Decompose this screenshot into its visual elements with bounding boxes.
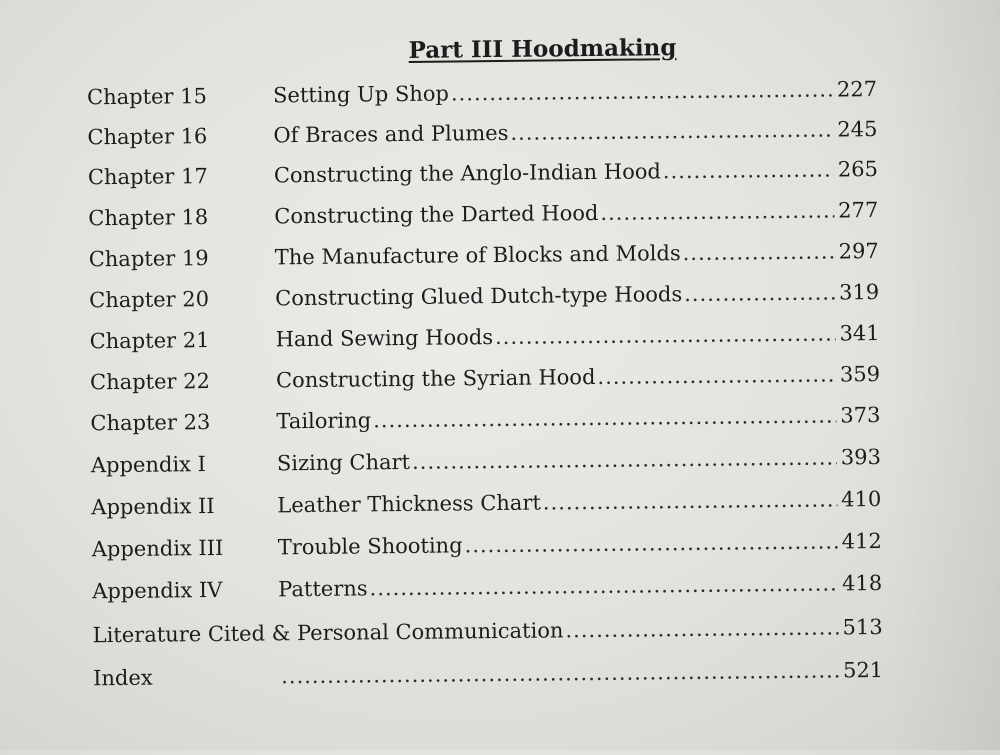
appendix-title: Patterns xyxy=(278,576,368,602)
toc-entry xyxy=(91,484,881,522)
toc-entry xyxy=(88,195,878,233)
chapter-label: Chapter 20 xyxy=(89,287,210,313)
page-number: 513 xyxy=(842,615,883,640)
dot-leader xyxy=(565,612,838,645)
dot-leader xyxy=(684,277,835,309)
appendix-label: Appendix III xyxy=(91,535,224,562)
toc-entry xyxy=(91,442,881,480)
toc-entry xyxy=(92,568,882,606)
dot-leader xyxy=(663,154,834,186)
dot-leader xyxy=(412,442,837,476)
appendix-title: Leather Thickness Chart xyxy=(277,490,541,518)
index-label: Index xyxy=(93,665,153,691)
chapter-label: Chapter 19 xyxy=(88,246,209,272)
chapter-label: Chapter 23 xyxy=(90,410,211,436)
page-number: 341 xyxy=(839,321,880,346)
chapter-label: Chapter 21 xyxy=(89,328,210,354)
toc-entry-index xyxy=(93,655,883,693)
page-number: 410 xyxy=(841,487,882,512)
literature-title: Literature Cited & Personal Communication xyxy=(92,618,564,648)
toc-entry xyxy=(89,318,879,356)
chapter-label: Chapter 15 xyxy=(86,84,208,110)
dot-leader xyxy=(683,236,835,268)
page-number: 265 xyxy=(837,157,878,182)
chapter-title: Tailoring xyxy=(276,408,372,434)
dot-leader xyxy=(451,74,833,108)
toc-entry xyxy=(90,400,880,438)
dot-leader xyxy=(369,568,838,603)
toc-entry xyxy=(89,236,879,274)
page-number: 359 xyxy=(839,362,881,387)
part-title: Part III Hoodmaking xyxy=(408,34,677,64)
chapter-label: Chapter 16 xyxy=(87,124,208,150)
toc-entry xyxy=(88,154,878,192)
appendix-label: Appendix I xyxy=(90,452,207,478)
chapter-title: Constructing the Darted Hood xyxy=(274,200,599,229)
toc-entry xyxy=(89,277,879,315)
chapter-title: Setting Up Shop xyxy=(272,81,450,108)
page-number: 319 xyxy=(838,280,880,305)
page-number: 521 xyxy=(842,658,884,683)
page-number: 418 xyxy=(841,571,883,596)
appendix-title: Sizing Chart xyxy=(276,449,411,476)
chapter-title: Hand Sewing Hoods xyxy=(275,325,494,352)
dot-leader xyxy=(464,526,837,560)
dot-leader xyxy=(281,655,839,691)
page-number: 227 xyxy=(836,77,878,102)
appendix-label: Appendix IV xyxy=(92,577,223,604)
page-number: 277 xyxy=(838,198,879,223)
chapter-title: Constructing the Syrian Hood xyxy=(275,365,596,393)
appendix-title: Trouble Shooting xyxy=(277,533,463,560)
toc-entry xyxy=(92,526,882,564)
dot-leader xyxy=(495,318,836,352)
dot-leader xyxy=(600,195,834,227)
page-number: 297 xyxy=(838,239,879,264)
chapter-label: Chapter 18 xyxy=(88,205,209,231)
toc-entry xyxy=(87,74,877,112)
dot-leader xyxy=(597,359,836,391)
page-number: 412 xyxy=(841,529,882,554)
toc-entry xyxy=(87,114,877,152)
chapter-label: Chapter 17 xyxy=(87,164,208,190)
chapter-title: Constructing Glued Dutch-type Hoods xyxy=(275,282,683,311)
toc-entry xyxy=(90,359,880,397)
chapter-title: Constructing the Anglo-Indian Hood xyxy=(273,159,661,188)
toc-entry-literature xyxy=(93,612,883,650)
chapter-label: Chapter 22 xyxy=(89,369,211,395)
page-number: 393 xyxy=(840,445,882,470)
chapter-title: Of Braces and Plumes xyxy=(273,120,509,148)
dot-leader xyxy=(543,484,838,517)
chapter-title: The Manufacture of Blocks and Molds xyxy=(274,241,681,270)
dot-leader xyxy=(510,114,833,147)
appendix-label: Appendix II xyxy=(91,493,215,520)
page-number: 373 xyxy=(840,403,881,428)
dot-leader xyxy=(373,400,836,435)
page-number: 245 xyxy=(837,117,878,142)
